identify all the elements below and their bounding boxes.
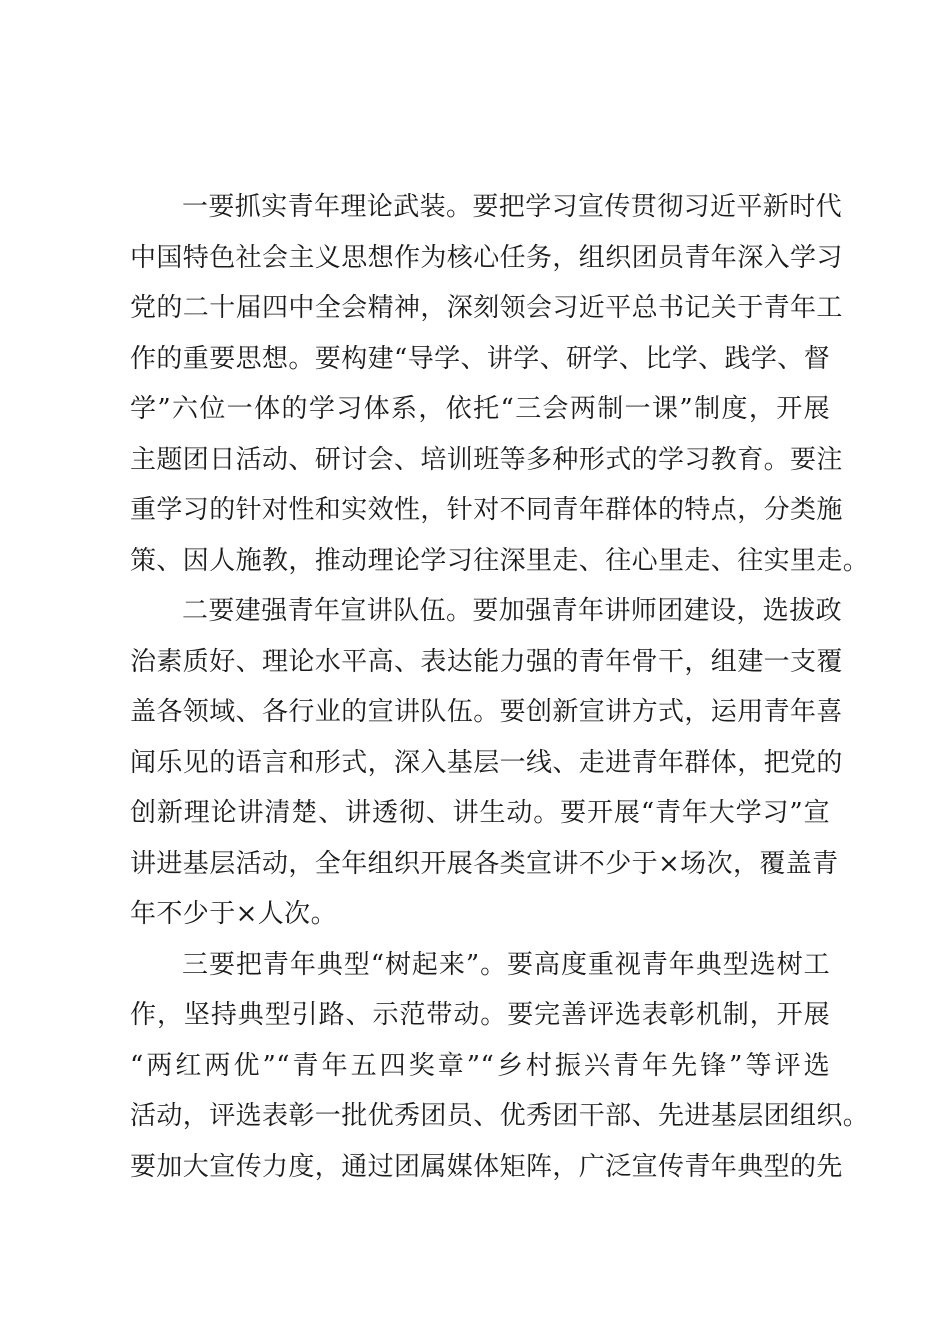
paragraph-3-line-4: 活动，评选表彰一批优秀团员、优秀团干部、先进基层团组织。 xyxy=(130,1101,870,1131)
paragraph-2-line-7: 年不少于×人次。 xyxy=(130,899,337,929)
paragraph-1-line-1: 一要抓实青年理论武装。要把学习宣传贯彻习近平新时代 xyxy=(182,192,843,222)
paragraph-2-line-5: 创新理论讲清楚、讲透彻、讲生动。要开展“青年大学习”宣 xyxy=(130,798,830,828)
paragraph-3-line-2: 作，坚持典型引路、示范带动。要完善评选表彰机制，开展 xyxy=(130,1000,830,1030)
paragraph-1-line-4: 作的重要思想。要构建“导学、讲学、研学、比学、践学、督 xyxy=(130,343,831,374)
paragraph-1-line-6: 主题团日活动、研讨会、培训班等多种形式的学习教育。要注 xyxy=(130,444,843,475)
paragraph-2-line-1: 二要建强青年宣讲队伍。要加强青年讲师团建设，选拔政 xyxy=(182,596,843,626)
paragraph-3-line-1: 三要把青年典型“树起来”。要高度重视青年典型选树工 xyxy=(182,949,830,980)
paragraph-2-line-6: 讲进基层活动，全年组织开展各类宣讲不少于×场次，覆盖青 xyxy=(130,848,839,879)
paragraph-2-line-4: 闻乐见的语言和形式，深入基层一线、走进青年群体，把党的 xyxy=(130,747,843,778)
paragraph-1-line-3: 党的二十届四中全会精神，深刻领会习近平总书记关于青年工 xyxy=(130,293,843,323)
paragraph-1-line-7: 重学习的针对性和实效性，针对不同青年群体的特点，分类施 xyxy=(130,495,843,525)
paragraph-2-line-2: 治素质好、理论水平高、表达能力强的青年骨干，组建一支覆 xyxy=(130,646,843,677)
document-body xyxy=(130,182,870,1192)
paragraph-1-line-5: 学”六位一体的学习体系，依托“三会两制一课”制度，开展 xyxy=(130,394,830,424)
paragraph-1-line-8: 策、因人施教，推动理论学习往深里走、往心里走、往实里走。 xyxy=(130,545,870,576)
paragraph-1-line-2: 中国特色社会主义思想作为核心任务，组织团员青年深入学习 xyxy=(130,242,843,273)
paragraph-2-line-3: 盖各领域、各行业的宣讲队伍。要创新宣讲方式，运用青年喜 xyxy=(130,697,843,727)
paragraph-3-line-3: “两红两优”“青年五四奖章”“乡村振兴青年先锋”等评选 xyxy=(130,1050,830,1081)
paragraph-3-line-5: 要加大宣传力度，通过团属媒体矩阵，广泛宣传青年典型的先 xyxy=(130,1151,843,1182)
